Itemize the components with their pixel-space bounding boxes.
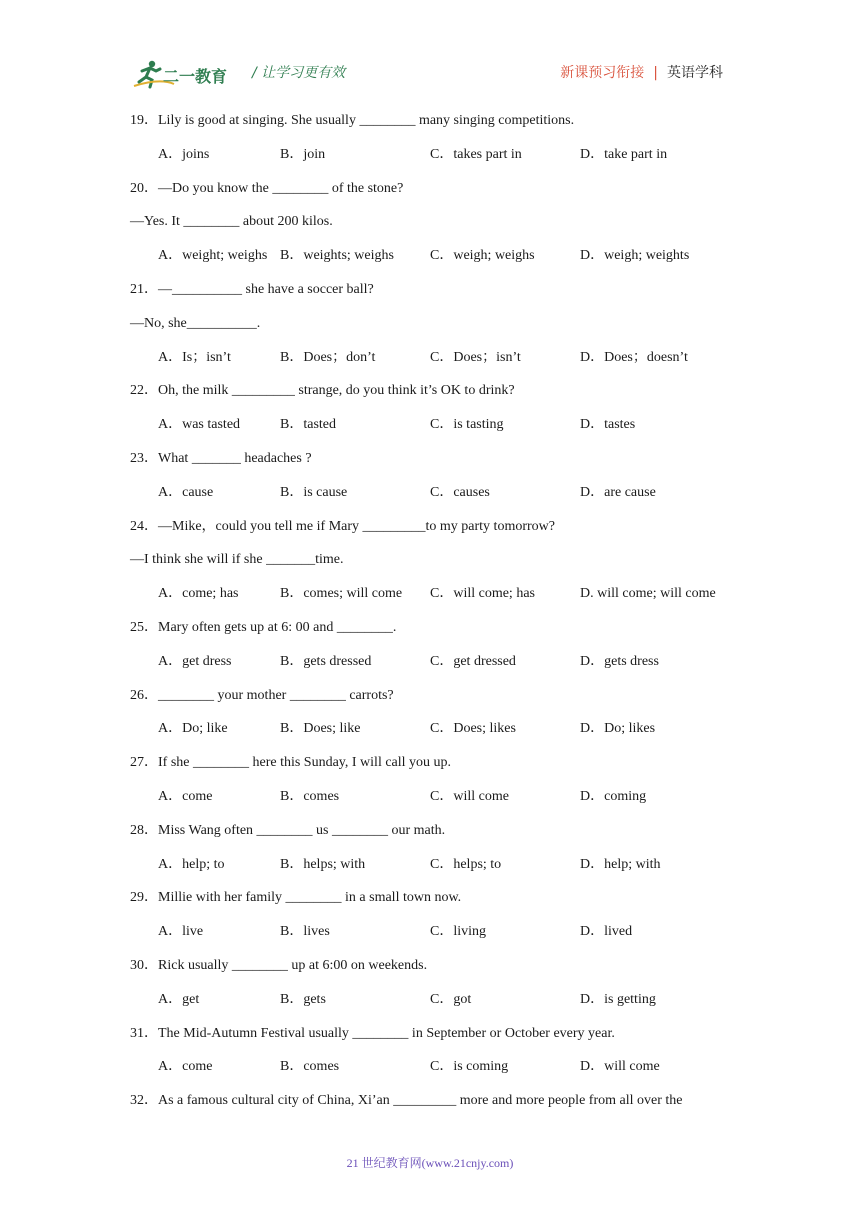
question-number: 23．: [130, 450, 158, 466]
option-b: B．join: [280, 146, 326, 162]
option-d: D．coming: [580, 788, 647, 804]
question-number: 26．: [130, 687, 158, 703]
question-number: 22．: [130, 383, 158, 399]
option-b: B．gets: [280, 991, 326, 1007]
page-footer: 21 世纪教育网(www.21cnjy.com): [346, 1156, 514, 1170]
question-text: ________ your mother ________ carrots?: [158, 687, 394, 703]
option-c: C．will come; has: [430, 586, 535, 602]
page-header: [0, 0, 860, 96]
answer-options: [130, 145, 740, 179]
option-c: C．will come: [430, 788, 509, 804]
question-number: 28．: [130, 822, 158, 838]
question-stem: [130, 280, 740, 314]
question-text: If she ________ here this Sunday, I will call you up.: [158, 755, 452, 771]
question-text: —I think she will if she _______time.: [130, 552, 344, 568]
question-number: 32．: [130, 1093, 158, 1109]
option-c: C．Does；isn’t: [430, 349, 521, 365]
question-text: Miss Wang often ________ us ________ our math.: [158, 822, 446, 838]
question-stem: [130, 888, 740, 922]
option-a: A．live: [158, 924, 204, 940]
answer-options: [130, 990, 740, 1024]
question-stem: [130, 517, 740, 551]
header-separator: |: [653, 65, 658, 81]
question-text: —No, she__________.: [130, 315, 261, 331]
option-c: C．get dressed: [430, 653, 516, 669]
option-b: B．comes; will come: [280, 586, 403, 602]
question-text: —Mike，could you tell me if Mary _________to my party tomorrow?: [158, 518, 555, 534]
option-a: A．Do; like: [158, 721, 228, 737]
runner-logo-icon: [130, 58, 240, 90]
logo-text: 二一教育: [163, 67, 228, 86]
option-c: C．Does; likes: [430, 721, 516, 737]
option-b: B．gets dressed: [280, 653, 372, 669]
question-text: —Do you know the ________ of the stone?: [158, 180, 404, 196]
question-number: 31．: [130, 1025, 158, 1041]
question-text: The Mid-Autumn Festival usually ________ in September or October every year.: [158, 1025, 615, 1041]
question-stem: [130, 111, 740, 145]
question-text: —__________ she have a soccer ball?: [158, 281, 374, 297]
question-line: [130, 212, 740, 246]
brand-logo: [130, 58, 240, 90]
answer-options: [130, 348, 740, 382]
option-d: D．is getting: [580, 991, 656, 1007]
question-stem: [130, 821, 740, 855]
option-a: A．get dress: [158, 653, 232, 669]
question-number: 24．: [130, 518, 158, 534]
question-text: Millie with her family ________ in a small town now.: [158, 890, 462, 906]
question-text: As a famous cultural city of China, Xi’an _________ more and more people from all over the: [158, 1093, 683, 1109]
question-stem: [130, 179, 740, 213]
option-c: C．is coming: [430, 1059, 509, 1075]
question-stem: [130, 618, 740, 652]
option-c: C．is tasting: [430, 417, 504, 433]
answer-options: [130, 855, 740, 889]
option-d: D．are cause: [580, 484, 656, 500]
option-c: C．takes part in: [430, 146, 522, 162]
option-d: D．help; with: [580, 856, 661, 872]
option-d: D．weigh; weights: [580, 248, 690, 264]
option-b: B．is cause: [280, 484, 348, 500]
option-c: C．helps; to: [430, 856, 502, 872]
option-a: A．get: [158, 991, 200, 1007]
option-a: A．come: [158, 788, 213, 804]
option-d: D. will come; will come: [580, 586, 716, 602]
header-course-info: [560, 62, 723, 82]
question-number: 27．: [130, 755, 158, 771]
option-c: C．causes: [430, 484, 490, 500]
answer-options: [130, 719, 740, 753]
question-stem: [130, 1091, 740, 1125]
question-line: [130, 550, 740, 584]
answer-options: [130, 652, 740, 686]
question-text: Rick usually ________ up at 6:00 on weekends.: [158, 957, 428, 973]
question-stem: [130, 381, 740, 415]
question-stem: [130, 449, 740, 483]
option-b: B．comes: [280, 1059, 340, 1075]
option-d: D．lived: [580, 924, 633, 940]
question-stem: [130, 686, 740, 720]
answer-options: [130, 483, 740, 517]
option-b: B．weights; weighs: [280, 248, 394, 264]
answer-options: [130, 1057, 740, 1091]
question-text: Mary often gets up at 6: 00 and ________.: [158, 619, 397, 635]
answer-options: [130, 787, 740, 821]
option-b: B．Does；don’t: [280, 349, 376, 365]
question-list: [130, 111, 740, 1125]
option-c: C．living: [430, 924, 487, 940]
answer-options: [130, 415, 740, 449]
question-text: —Yes. It ________ about 200 kilos.: [130, 214, 333, 230]
course-label: 新课预习衔接: [560, 65, 645, 81]
question-number: 30．: [130, 957, 158, 973]
slogan: / 让学习更有效: [252, 65, 346, 81]
option-b: B．helps; with: [280, 856, 366, 872]
option-b: B．Does; like: [280, 721, 361, 737]
question-text: What _______ headaches ?: [158, 450, 312, 466]
subject-label: 英语学科: [667, 65, 723, 81]
option-b: B．tasted: [280, 417, 336, 433]
question-line: [130, 314, 740, 348]
option-d: D．take part in: [580, 146, 668, 162]
option-d: D．Do; likes: [580, 721, 656, 737]
question-number: 21．: [130, 281, 158, 297]
answer-options: [130, 584, 740, 618]
option-d: D．Does；doesn’t: [580, 349, 688, 365]
question-number: 19．: [130, 113, 158, 128]
question-text: Lily is good at singing. She usually ________ many singing competitions.: [158, 113, 575, 128]
option-a: A．cause: [158, 484, 214, 500]
option-a: A．was tasted: [158, 417, 241, 433]
option-a: A．come: [158, 1059, 213, 1075]
option-a: A．weight; weighs: [158, 248, 268, 264]
option-c: C．got: [430, 991, 472, 1007]
question-text: Oh, the milk _________ strange, do you think it’s OK to drink?: [158, 383, 515, 399]
question-stem: [130, 1024, 740, 1058]
option-a: A．Is；isn’t: [158, 349, 231, 365]
question-stem: [130, 753, 740, 787]
option-b: B．lives: [280, 924, 330, 940]
option-b: B．comes: [280, 788, 340, 804]
option-c: C．weigh; weighs: [430, 248, 535, 264]
question-number: 29．: [130, 890, 158, 906]
question-number: 25．: [130, 619, 158, 635]
answer-options: [130, 246, 740, 280]
option-a: A．joins: [158, 146, 210, 162]
option-a: A．help; to: [158, 856, 225, 872]
question-number: 20．: [130, 180, 158, 196]
answer-options: [130, 922, 740, 956]
option-d: D．will come: [580, 1059, 660, 1075]
option-a: A．come; has: [158, 586, 239, 602]
option-d: D．tastes: [580, 417, 636, 433]
option-d: D．gets dress: [580, 653, 659, 669]
question-stem: [130, 956, 740, 990]
